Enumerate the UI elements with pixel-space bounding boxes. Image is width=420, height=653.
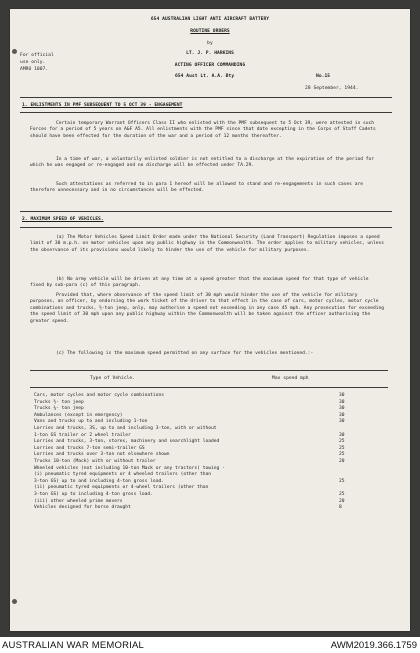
vehicle-type: 3-ton GS) up to and including 4-ton gross load. (34, 478, 164, 484)
divider (20, 227, 392, 228)
section-1-paragraph: Such attestations as referred to in para 1 hereof will be allowed to stand and re-engagements in such cases are therefore unnecessary and in no circumstances will be effected. (30, 182, 363, 194)
max-speed: 20 (339, 498, 345, 504)
document-page (10, 9, 410, 631)
vehicle-type: Vehicles designed for horse draught (34, 505, 131, 511)
vehicle-type: Lorries and trucks over 3-ton not elsewhere shown (34, 452, 170, 458)
divider (20, 97, 392, 98)
table-header-type: Type of Vehicle. (90, 376, 136, 381)
max-speed: 30 (339, 432, 345, 438)
vehicle-type: Lorries and trucks, 3-ton, stores, machinery and searchlight loaded (34, 439, 220, 445)
vehicle-type: (ii) pneumatic tyred equipments or 4-wheel trailers (other than (34, 485, 209, 491)
max-speed: 8 (339, 505, 342, 511)
document-title: ROUTINE ORDERS (190, 29, 230, 34)
section-1-paragraph: Certain temporary Warrant Officers Class II who enlisted with the PMF subsequent to 5 Oct 39, were attested in such Forces for a period of 5 years on A&F A5. All enlistments with the PMF since that date excepting in the Corps of Staff Cadets should have been effected for the duration of the war and a period of 12 months thereafter. (30, 121, 376, 139)
vehicle-type: (iii) other wheeled prime movers (34, 498, 123, 504)
vehicle-type: Cars, motor cycles and motor cycle combinations (34, 393, 164, 398)
footer-bar (0, 637, 420, 653)
order-date: 28 September, 1944. (305, 86, 359, 91)
max-speed: 25 (339, 452, 345, 458)
divider (20, 211, 392, 212)
section-2-paragraph: (b) No army vehicle will be driven at any time at a speed greater that the maximum speed for that type of vehicle fixed by sub-para (c) of this paragraph. (30, 277, 369, 289)
divider (20, 112, 392, 113)
max-speed: 25 (339, 478, 345, 484)
official-use-line-3: AMRO 1007. (20, 67, 49, 72)
max-speed: 30 (339, 406, 345, 412)
by-line: by (207, 41, 213, 46)
max-speed: 30 (339, 412, 345, 418)
source-label: AUSTRALIAN WAR MEMORIAL (2, 640, 145, 651)
vehicle-type: Trucks 10-ton (Mack) with or without trailer (34, 459, 156, 464)
section-1-paragraph: In a time of war, a voluntarily enlisted soldier is not entitled to a discharge at the expiration of the period for which he was engaged or re-engaged and no discharge will be effected under TA.29. (30, 157, 375, 169)
section-2-paragraph: (c) The following is the maximum speed permitted on any surface for the vehicles mentioned.:- (56, 351, 314, 356)
table-header-speed: Max speed mph (272, 376, 309, 381)
order-number: No.15 (316, 74, 331, 79)
max-speed: 30 (339, 419, 345, 425)
catalogue-id: AWM2019.366.1759 (330, 640, 417, 651)
max-speed: 30 (339, 393, 345, 398)
max-speed: 25 (339, 439, 345, 445)
vehicle-type: Ambulances (except in emergency) (34, 412, 123, 418)
unit-short: 654 Aust Lt. A.A. Bty (175, 74, 235, 79)
vehicle-type: Lorries and trucks 7-ton semi-trailer GS (34, 445, 145, 451)
unit-name: 654 AUSTRALIAN LIGHT ANTI AIRCRAFT BATTERY (150, 17, 270, 22)
table-top-rule (30, 370, 388, 371)
vehicle-type: Trucks ¾- ton jeep (34, 406, 84, 412)
table-header-rule (30, 387, 388, 388)
officer-role: ACTING OFFICER COMMANDING (174, 63, 246, 68)
section-2-paragraph: Provided that, where observance of the speed limit of 30 mph would hinder the use of the vehicle for military purposes, an officer, by endorsing the work ticket of the driver to that effect in the case of cars, motor cycles, motor cycle combinations and trucks, ½-ton jeep, only, may authorise a speed not exceeding in any case 45 mph. Any prosecution for exceeding the speed limit of 30 mph upon any public highway within the Commonwealth will be taken against the officer authorising the greater speed. (30, 293, 385, 324)
max-speed: 30 (339, 399, 345, 405)
max-speed: 25 (339, 492, 345, 497)
vehicle-type: Vans and trucks up to and including 1-ton (34, 419, 148, 425)
vehicle-type: Wheeled vehicles (not including 10-ton Mack or any tractors) towing - (34, 465, 225, 471)
section-2-heading: 2. MAXIMUM SPEED OF VEHICLES. (22, 217, 104, 222)
section-1-heading: 1. ENLISTMENTS IN PMF SUBSEQUENT TO 5 OCT 39 - ENGAGEMENT (22, 103, 183, 108)
section-2-paragraph: (a) The Motor Vehicles Speed Limit Order made under the National Security (Land Transport) Regulation imposes a speed limit of 30 m.p.h. on motor vehicles upon any public highway in the Commonwealth. The order applies to military vehicles, unless the observance of its provisions would likely to hinder the use of the vehicle for military purposes. (30, 235, 385, 253)
vehicle-type: Trucks ½- ton jeep (34, 399, 84, 405)
vehicle-type: 3-ton GS) up to including 4-ton gross load. (34, 492, 153, 497)
max-speed: 25 (339, 445, 345, 451)
max-speed: 20 (339, 459, 345, 464)
official-use-line-2: use only. (20, 60, 46, 65)
binder-hole (12, 599, 17, 604)
officer-name: LT. J. P. HARKINS (186, 51, 234, 56)
vehicle-type: (i) pneumatic tyred equipments or 4 wheeled trailers (other than (34, 472, 212, 478)
official-use-line-1: For official (20, 53, 54, 58)
vehicle-type: Lorries and trucks, 3S, up to and including 3-ton, with or without (34, 426, 217, 431)
vehicle-type: 1-ton GS trailer or 2 wheel trailer (34, 432, 131, 438)
